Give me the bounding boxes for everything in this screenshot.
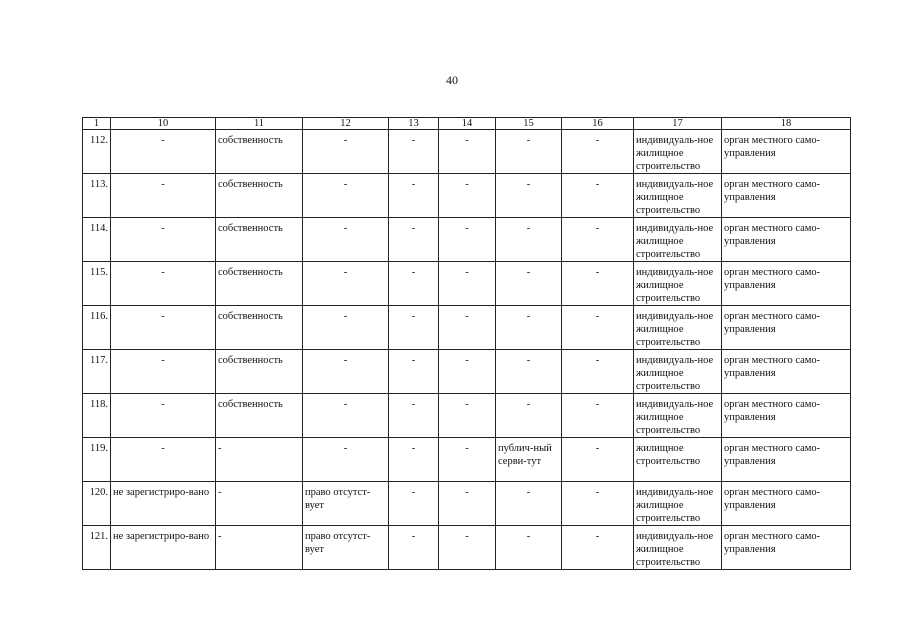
cell-col-13: - bbox=[389, 218, 439, 262]
cell-col-17: индивидуаль-ное жилищное строительство bbox=[634, 218, 722, 262]
table-row bbox=[83, 526, 851, 570]
cell-col-12: - bbox=[303, 218, 389, 262]
cell-col-12: - bbox=[303, 394, 389, 438]
cell-col-16: - bbox=[562, 438, 634, 482]
cell-col-16: - bbox=[562, 262, 634, 306]
table-row bbox=[83, 394, 851, 438]
column-header: 16 bbox=[562, 118, 634, 130]
cell-col-12: - bbox=[303, 262, 389, 306]
cell-col-16: - bbox=[562, 174, 634, 218]
cell-col-18: орган местного само-управления bbox=[722, 350, 851, 394]
cell-col-10: - bbox=[111, 394, 216, 438]
cell-col-17: индивидуаль-ное жилищное строительство bbox=[634, 262, 722, 306]
cell-col-11: собственность bbox=[216, 218, 303, 262]
cell-col-15: - bbox=[496, 218, 562, 262]
cell-col-17: жилищное строительство bbox=[634, 438, 722, 482]
cell-col-16: - bbox=[562, 350, 634, 394]
row-number-cell: 113. bbox=[83, 174, 111, 218]
column-header: 13 bbox=[389, 118, 439, 130]
column-header: 14 bbox=[439, 118, 496, 130]
row-number-cell: 118. bbox=[83, 394, 111, 438]
cell-col-17: индивидуаль-ное жилищное строительство bbox=[634, 482, 722, 526]
cell-col-14: - bbox=[439, 350, 496, 394]
row-number-cell: 115. bbox=[83, 262, 111, 306]
cell-col-16: - bbox=[562, 526, 634, 570]
cell-col-16: - bbox=[562, 394, 634, 438]
cell-col-13: - bbox=[389, 350, 439, 394]
cell-col-18: орган местного само-управления bbox=[722, 218, 851, 262]
cell-col-10: не зарегистриро-вано bbox=[111, 482, 216, 526]
cell-col-14: - bbox=[439, 438, 496, 482]
cell-col-18: орган местного само-управления bbox=[722, 394, 851, 438]
table-row bbox=[83, 438, 851, 482]
cell-col-11: собственность bbox=[216, 394, 303, 438]
row-number-cell: 119. bbox=[83, 438, 111, 482]
cell-col-13: - bbox=[389, 306, 439, 350]
column-header: 17 bbox=[634, 118, 722, 130]
cell-col-10: - bbox=[111, 218, 216, 262]
cell-col-18: орган местного само-управления bbox=[722, 526, 851, 570]
land-registry-table bbox=[82, 117, 851, 570]
cell-col-12: - bbox=[303, 174, 389, 218]
cell-col-18: орган местного само-управления bbox=[722, 482, 851, 526]
cell-col-16: - bbox=[562, 218, 634, 262]
cell-col-17: индивидуаль-ное жилищное строительство bbox=[634, 526, 722, 570]
cell-col-17: индивидуаль-ное жилищное строительство bbox=[634, 350, 722, 394]
cell-col-10: - bbox=[111, 262, 216, 306]
cell-col-13: - bbox=[389, 130, 439, 174]
cell-col-10: - bbox=[111, 438, 216, 482]
cell-col-16: - bbox=[562, 482, 634, 526]
table-body bbox=[83, 130, 851, 570]
table-row bbox=[83, 306, 851, 350]
cell-col-11: - bbox=[216, 526, 303, 570]
cell-col-14: - bbox=[439, 394, 496, 438]
cell-col-10: - bbox=[111, 350, 216, 394]
column-header: 12 bbox=[303, 118, 389, 130]
cell-col-14: - bbox=[439, 262, 496, 306]
cell-col-15: - bbox=[496, 130, 562, 174]
table-row bbox=[83, 262, 851, 306]
row-number-cell: 117. bbox=[83, 350, 111, 394]
cell-col-15: - bbox=[496, 350, 562, 394]
row-number-cell: 114. bbox=[83, 218, 111, 262]
cell-col-11: - bbox=[216, 482, 303, 526]
cell-col-14: - bbox=[439, 482, 496, 526]
column-header: 18 bbox=[722, 118, 851, 130]
cell-col-11: собственность bbox=[216, 262, 303, 306]
cell-col-11: собственность bbox=[216, 174, 303, 218]
cell-col-13: - bbox=[389, 174, 439, 218]
cell-col-10: - bbox=[111, 174, 216, 218]
cell-col-13: - bbox=[389, 394, 439, 438]
column-header: 15 bbox=[496, 118, 562, 130]
column-header: 11 bbox=[216, 118, 303, 130]
row-number-cell: 116. bbox=[83, 306, 111, 350]
cell-col-15: - bbox=[496, 526, 562, 570]
cell-col-16: - bbox=[562, 306, 634, 350]
cell-col-12: - bbox=[303, 438, 389, 482]
table-row bbox=[83, 174, 851, 218]
cell-col-13: - bbox=[389, 526, 439, 570]
cell-col-12: - bbox=[303, 130, 389, 174]
table-header bbox=[83, 118, 851, 130]
cell-col-10: - bbox=[111, 130, 216, 174]
cell-col-16: - bbox=[562, 130, 634, 174]
cell-col-18: орган местного само-управления bbox=[722, 262, 851, 306]
row-number-cell: 112. bbox=[83, 130, 111, 174]
cell-col-15: публич-ный серви-тут bbox=[496, 438, 562, 482]
cell-col-15: - bbox=[496, 306, 562, 350]
column-header: 10 bbox=[111, 118, 216, 130]
header-row bbox=[83, 118, 851, 130]
cell-col-13: - bbox=[389, 438, 439, 482]
cell-col-17: индивидуаль-ное жилищное строительство bbox=[634, 394, 722, 438]
cell-col-13: - bbox=[389, 262, 439, 306]
table-row bbox=[83, 350, 851, 394]
cell-col-13: - bbox=[389, 482, 439, 526]
cell-col-15: - bbox=[496, 174, 562, 218]
cell-col-18: орган местного само-управления bbox=[722, 438, 851, 482]
cell-col-17: индивидуаль-ное жилищное строительство bbox=[634, 306, 722, 350]
cell-col-15: - bbox=[496, 262, 562, 306]
cell-col-10: - bbox=[111, 306, 216, 350]
row-number-cell: 121. bbox=[83, 526, 111, 570]
cell-col-14: - bbox=[439, 218, 496, 262]
cell-col-14: - bbox=[439, 306, 496, 350]
cell-col-12: право отсутст-вует bbox=[303, 482, 389, 526]
page-number: 40 bbox=[446, 73, 458, 87]
table-row bbox=[83, 482, 851, 526]
table-row bbox=[83, 130, 851, 174]
cell-col-18: орган местного само-управления bbox=[722, 130, 851, 174]
table-row bbox=[83, 218, 851, 262]
row-number-cell: 120. bbox=[83, 482, 111, 526]
cell-col-15: - bbox=[496, 394, 562, 438]
cell-col-17: индивидуаль-ное жилищное строительство bbox=[634, 130, 722, 174]
cell-col-12: право отсутст-вует bbox=[303, 526, 389, 570]
cell-col-18: орган местного само-управления bbox=[722, 174, 851, 218]
cell-col-14: - bbox=[439, 174, 496, 218]
cell-col-11: собственность bbox=[216, 306, 303, 350]
cell-col-11: собственность bbox=[216, 350, 303, 394]
cell-col-11: собственность bbox=[216, 130, 303, 174]
cell-col-17: индивидуаль-ное жилищное строительство bbox=[634, 174, 722, 218]
cell-col-18: орган местного само-управления bbox=[722, 306, 851, 350]
cell-col-14: - bbox=[439, 130, 496, 174]
cell-col-14: - bbox=[439, 526, 496, 570]
cell-col-15: - bbox=[496, 482, 562, 526]
cell-col-10: не зарегистриро-вано bbox=[111, 526, 216, 570]
cell-col-12: - bbox=[303, 350, 389, 394]
cell-col-11: - bbox=[216, 438, 303, 482]
column-header: 1 bbox=[83, 118, 111, 130]
cell-col-12: - bbox=[303, 306, 389, 350]
